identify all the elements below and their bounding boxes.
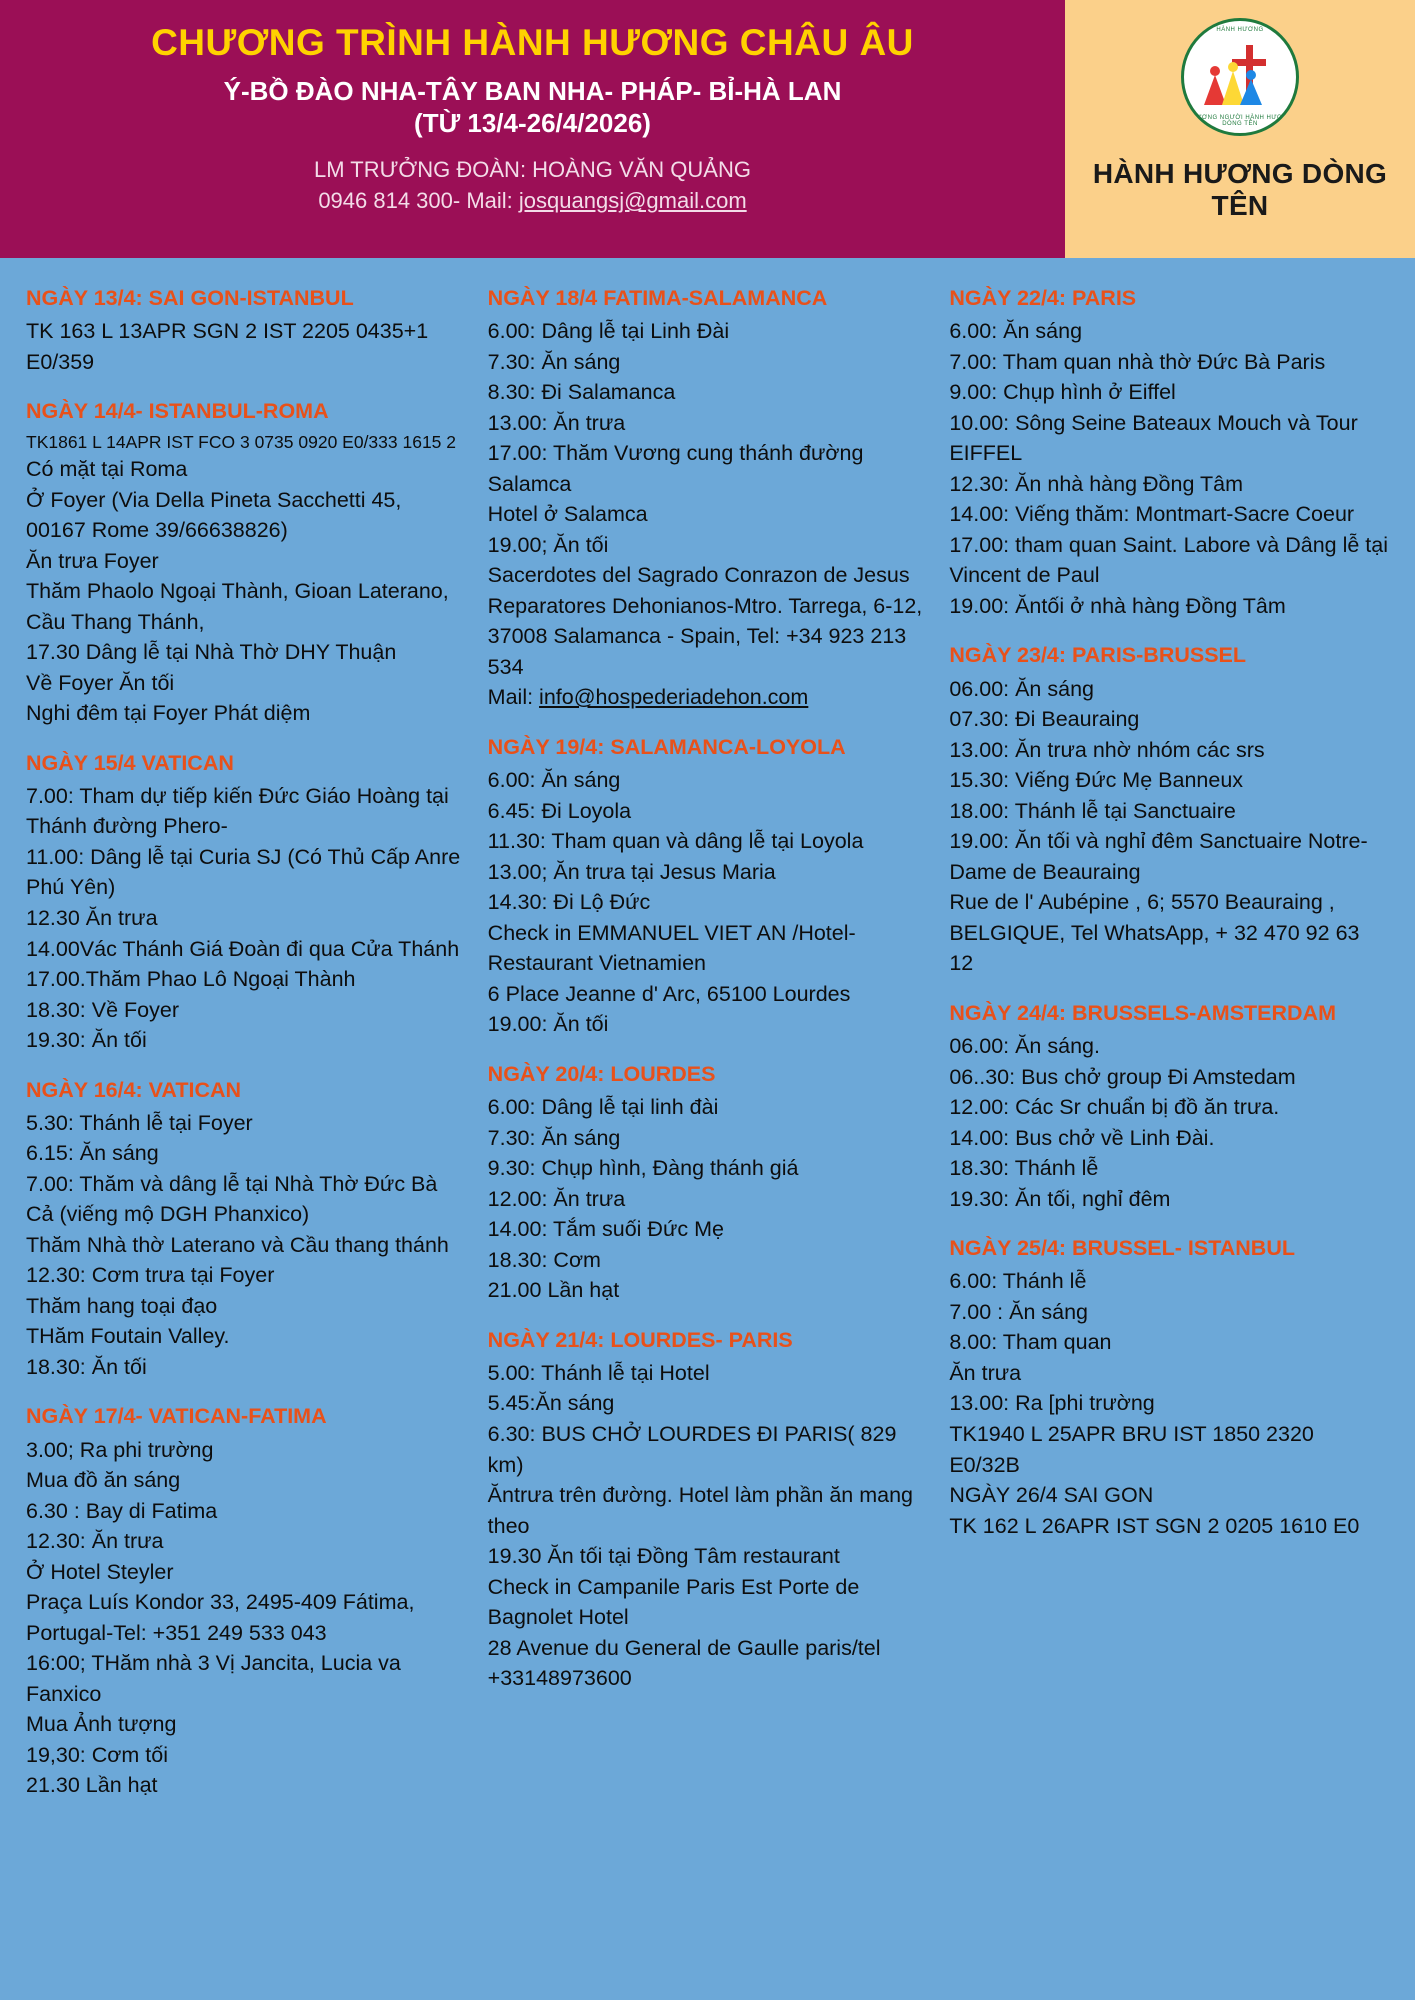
itinerary-line: Thăm Nhà thờ Laterano và Cầu thang thánh — [26, 1232, 449, 1257]
header-left-panel — [0, 0, 1065, 258]
itinerary-line: 12.30: Ăn nhà hàng Đồng Tâm — [949, 471, 1243, 496]
itinerary-line: 7.00 : Ăn sáng — [949, 1299, 1089, 1324]
day-title: NGÀY 15/4 VATICAN — [26, 750, 234, 775]
itinerary-line: 14.00Vác Thánh Giá Đoàn đi qua Cửa Thánh — [26, 936, 460, 961]
pilgrim-head-blue-icon — [1246, 70, 1256, 80]
day-title: NGÀY 24/4: BRUSSELS-AMSTERDAM — [949, 1000, 1336, 1025]
itinerary-line: 06.00: Ăn sáng. — [949, 1034, 1100, 1059]
itinerary-line: 7.00: Tham quan nhà thờ Đức Bà Paris — [949, 349, 1326, 374]
itinerary-line: 9.30: Chụp hình, Đàng thánh giá — [487, 1156, 799, 1181]
contact-line — [20, 185, 1045, 217]
itinerary-line: 6.30: BUS CHỞ LOURDES ĐI PARIS( 829 km) — [487, 1421, 897, 1477]
itinerary-line: Mua Ảnh tượng — [26, 1712, 177, 1737]
itinerary-line: 19.00: Ăntối ở nhà hàng Đồng Tâm — [949, 593, 1286, 618]
itinerary-line: Rue de l' Aubépine , 6; 5570 Beauraing , BELGIQUE, Tel WhatsApp, + 32 470 92 63 12 — [949, 890, 1360, 976]
day-block — [949, 639, 1389, 978]
pilgrim-head-red-icon — [1210, 66, 1220, 76]
itinerary-line: 15.30: Viếng Đức Mẹ Banneux — [949, 768, 1244, 793]
itinerary-line: 14.00: Bus chở về Linh Đài. — [949, 1125, 1215, 1150]
itinerary-column-1 — [26, 282, 466, 1819]
pilgrim-figure-blue-icon — [1240, 79, 1262, 105]
day-block — [26, 395, 466, 728]
itinerary-line: 21.00 Lần hạt — [487, 1278, 620, 1303]
page-subtitle: Ý-BỒ ĐÀO NHA-TÂY BAN NHA- PHÁP- BỈ-HÀ LAN — [223, 75, 842, 106]
itinerary-line: Thăm Phaolo Ngoại Thành, Gioan Laterano, Cầu Thang Thánh, — [26, 579, 449, 634]
day-title: NGÀY 25/4: BRUSSEL- ISTANBUL — [949, 1236, 1295, 1261]
day-title: NGÀY 22/4: PARIS — [949, 286, 1137, 310]
day-title: NGÀY 20/4: LOURDES — [487, 1061, 716, 1086]
itinerary-line: 12.00: Các Sr chuẩn bị đồ ăn trưa. — [949, 1095, 1280, 1120]
itinerary-line: Thăm hang toại đạo — [26, 1293, 218, 1318]
itinerary-line: 19,30: Cơm tối — [26, 1742, 168, 1767]
itinerary-line: 06.00: Ăn sáng — [949, 676, 1094, 701]
day-title: NGÀY 23/4: PARIS-BRUSSEL — [949, 643, 1247, 668]
itinerary-line: 7.00: Thăm và dâng lễ tại Nhà Thờ Đức Bà Cả (viếng mộ DGH Phanxico) — [26, 1171, 438, 1227]
itinerary-line: TK1861 L 14APR IST FCO 3 0735 0920 E0/333 1615 2 — [26, 431, 457, 452]
itinerary-line: 13.00: Ăn trưa — [487, 410, 626, 435]
itinerary-line: 3.00; Ra phi trường — [26, 1437, 214, 1462]
itinerary-line: 14.30: Đi Lộ Đức — [487, 890, 651, 915]
itinerary-line: 19.30: Ăn tối — [26, 1028, 147, 1053]
itinerary-line: 13.00: Ra [phi trường — [949, 1391, 1155, 1416]
itinerary-line: 14.00: Tắm suối Đức Mẹ — [487, 1217, 724, 1242]
itinerary-line: 19.30 Ăn tối tại Đồng Tâm restaurant — [487, 1544, 840, 1569]
itinerary-line[interactable] — [488, 682, 928, 713]
itinerary-line: 19.00; Ăn tối — [487, 532, 609, 557]
itinerary-line: 17.00: tham quan Saint. Labore và Dâng lễ tại Vincent de Paul — [949, 532, 1389, 588]
itinerary-line: Ăn trưa Foyer — [26, 548, 159, 573]
day-title: NGÀY 17/4- VATICAN-FATIMA — [26, 1404, 327, 1429]
hotel-email-link[interactable]: info@hospederiadehon.com — [539, 685, 809, 710]
itinerary-line: E0/359 — [26, 349, 95, 374]
itinerary-line: 07.30: Đi Beauraing — [949, 707, 1140, 732]
pilgrim-head-yellow-icon — [1228, 62, 1238, 72]
itinerary-line: 18.30: Về Foyer — [26, 997, 179, 1022]
itinerary-line: 17.00.Thăm Phao Lô Ngoại Thành — [26, 967, 356, 992]
itinerary-line: 13.00; Ăn trưa tại Jesus Maria — [487, 859, 776, 884]
itinerary-line: 6.00: Thánh lễ — [949, 1269, 1087, 1294]
day-title: NGÀY 14/4- ISTANBUL-ROMA — [26, 399, 329, 424]
itinerary-line: TK 162 L 26APR IST SGN 2 0205 1610 E0 — [949, 1513, 1360, 1538]
itinerary-line: 5.00: Thánh lễ tại Hotel — [487, 1360, 710, 1385]
itinerary-line: 6.15: Ăn sáng — [26, 1141, 159, 1166]
itinerary-line: 19.00: Ăn tối — [487, 1012, 609, 1037]
organization-logo-icon — [1181, 18, 1299, 136]
day-title: NGÀY 19/4: SALAMANCA-LOYOLA — [487, 734, 846, 759]
brand-name: HÀNH HƯƠNG DÒNG TÊN — [1092, 158, 1388, 221]
itinerary-line: Check in Campanile Paris Est Porte de Bagnolet Hotel — [487, 1574, 860, 1630]
itinerary-columns — [0, 258, 1415, 1859]
itinerary-line: Về Foyer Ăn tối — [26, 670, 175, 695]
contact-phone: 0946 814 300- Mail: — [318, 188, 519, 214]
itinerary-line: 18.00: Thánh lễ tại Sanctuaire — [949, 798, 1236, 823]
day-title: NGÀY 13/4: SAI GON-ISTANBUL — [26, 286, 354, 310]
itinerary-line: Check in EMMANUEL VIET AN /Hotel-Restaurant Vietnamien — [487, 920, 856, 976]
itinerary-line: 12.30 Ăn trưa — [26, 905, 158, 930]
itinerary-line: 10.00: Sông Seine Bateaux Mouch và Tour EIFFEL — [949, 410, 1358, 466]
itinerary-line: 11.30: Tham quan và dâng lễ tại Loyola — [487, 829, 864, 854]
itinerary-line: Mua đồ ăn sáng — [26, 1468, 181, 1493]
day-block — [488, 1324, 928, 1694]
itinerary-line: 7.30: Ăn sáng — [487, 1125, 621, 1150]
itinerary-line: 12.30: Ăn trưa — [26, 1529, 164, 1554]
itinerary-line: Ăn trưa — [949, 1360, 1022, 1385]
itinerary-line: 18.30: Thánh lễ — [949, 1156, 1099, 1181]
day-block — [488, 731, 928, 1040]
page-title: CHƯƠNG TRÌNH HÀNH HƯƠNG CHÂU ÂU — [151, 22, 914, 63]
itinerary-line: Ở Hotel Steyler — [26, 1559, 174, 1584]
day-block — [488, 1058, 928, 1306]
itinerary-line: 5.45:Ăn sáng — [487, 1391, 615, 1416]
itinerary-line: 6.45: Đi Loyola — [487, 798, 632, 823]
itinerary-line: 5.30: Thánh lễ tại Foyer — [26, 1110, 253, 1135]
itinerary-line: Ở Foyer (Via Della Pineta Sacchetti 45, 00167 Rome 39/66638826) — [26, 487, 402, 543]
day-block — [949, 997, 1389, 1214]
itinerary-line: THăm Foutain Valley. — [26, 1324, 230, 1349]
itinerary-line: 12.30: Cơm trưa tại Foyer — [26, 1263, 275, 1288]
day-block — [26, 1400, 466, 1800]
itinerary-line: 7.00: Tham dự tiếp kiến Đức Giáo Hoàng tại Thánh đường Phero- — [26, 783, 449, 839]
itinerary-line: 18.30: Ăn tối — [26, 1354, 147, 1379]
itinerary-line: Nghi đêm tại Foyer Phát diệm — [26, 701, 311, 726]
tour-leader: LM TRƯỞNG ĐOÀN: HOÀNG VĂN QUẢNG — [314, 156, 751, 182]
day-block — [26, 747, 466, 1056]
tour-dates: (TỪ 13/4-26/4/2026) — [414, 108, 651, 139]
mail-label: Mail: — [487, 685, 540, 710]
itinerary-line: 9.00: Chụp hình ở Eiffel — [949, 380, 1176, 405]
itinerary-line: 17.30 Dâng lễ tại Nhà Thờ DHY Thuận — [26, 640, 397, 665]
itinerary-line: Praça Luís Kondor 33, 2495-409 Fátima, Portugal-Tel: +351 249 533 043 — [26, 1590, 415, 1645]
itinerary-line: 13.00: Ăn trưa nhờ nhóm các srs — [949, 737, 1265, 762]
itinerary-line: NGÀY 26/4 SAI GON — [949, 1483, 1154, 1508]
day-block — [949, 1232, 1389, 1541]
itinerary-line: 12.00: Ăn trưa — [487, 1186, 626, 1211]
itinerary-line: Ăntrưa trên đường. Hotel làm phần ăn mang theo — [487, 1483, 914, 1538]
day-title: NGÀY 18/4 FATIMA-SALAMANCA — [487, 286, 828, 310]
itinerary-column-2 — [488, 282, 928, 1819]
day-block — [949, 282, 1389, 621]
itinerary-line: 21.30 Lần hạt — [26, 1773, 158, 1798]
itinerary-line: 19.00: Ăn tối và nghỉ đêm Sanctuaire Notre- Dame de Beauraing — [949, 829, 1368, 884]
itinerary-line: 19.30: Ăn tối, nghỉ đêm — [949, 1186, 1171, 1211]
logo-ring-bottom-text: THƯƠNG NGƯỜI HÀNH HƯƠNG DÒNG TÊN — [1187, 115, 1293, 127]
itinerary-line: 6.00: Ăn sáng — [487, 768, 621, 793]
header-right-panel — [1065, 0, 1415, 258]
itinerary-line: 6.00: Dâng lễ tại Linh Đài — [487, 319, 730, 344]
itinerary-line: 18.30: Cơm — [487, 1247, 601, 1272]
itinerary-line: Sacerdotes del Sagrado Conrazon de Jesus Reparatores Dehonianos-Mtro. Tarrega, 6-12, 37008 Salamanca - Spain, Tel: +34 923 213 534 — [487, 563, 923, 679]
itinerary-line: 16:00; THăm nhà 3 Vị Jancita, Lucia va Fanxico — [26, 1651, 401, 1706]
itinerary-line: 7.30: Ăn sáng — [487, 349, 621, 374]
itinerary-line: 8.00: Tham quan — [949, 1330, 1112, 1355]
itinerary-line: 14.00: Viếng thăm: Montmart-Sacre Coeur — [949, 502, 1355, 527]
logo-ring-top-text: HÀNH HƯƠNG — [1216, 27, 1264, 33]
header-banner — [0, 0, 1415, 258]
day-block — [488, 282, 928, 713]
day-title: NGÀY 21/4: LOURDES- PARIS — [487, 1327, 793, 1352]
itinerary-line: Có mặt tại Roma — [26, 457, 188, 482]
day-block — [26, 1074, 466, 1383]
itinerary-line: TK1940 L 25APR BRU IST 1850 2320 E0/32B — [949, 1421, 1314, 1477]
itinerary-column-3 — [949, 282, 1389, 1819]
itinerary-line: TK 163 L 13APR SGN 2 IST 2205 0435+1 — [26, 319, 429, 344]
itinerary-line: 06..30: Bus chở group Đi Amstedam — [949, 1064, 1296, 1089]
itinerary-line: 28 Avenue du General de Gaulle paris/tel +33148973600 — [487, 1635, 881, 1691]
contact-email-link[interactable]: josquangsj@gmail.com — [518, 188, 747, 214]
day-title: NGÀY 16/4: VATICAN — [26, 1077, 242, 1102]
itinerary-line: 6.00: Dâng lễ tại linh đài — [487, 1095, 719, 1120]
itinerary-line: Hotel ở Salamca — [487, 502, 648, 527]
itinerary-line: 6.30 : Bay di Fatima — [26, 1498, 218, 1523]
itinerary-line: 6 Place Jeanne d' Arc, 65100 Lourdes — [487, 981, 851, 1006]
itinerary-line: 11.00: Dâng lễ tại Curia SJ (Có Thủ Cấp Anre Phú Yên) — [26, 844, 461, 900]
itinerary-line: 17.00: Thăm Vương cung thánh đường Salamca — [487, 441, 864, 496]
itinerary-line: 6.00: Ăn sáng — [949, 319, 1083, 344]
day-block — [26, 282, 466, 377]
itinerary-line: 8.30: Đi Salamanca — [487, 380, 676, 405]
